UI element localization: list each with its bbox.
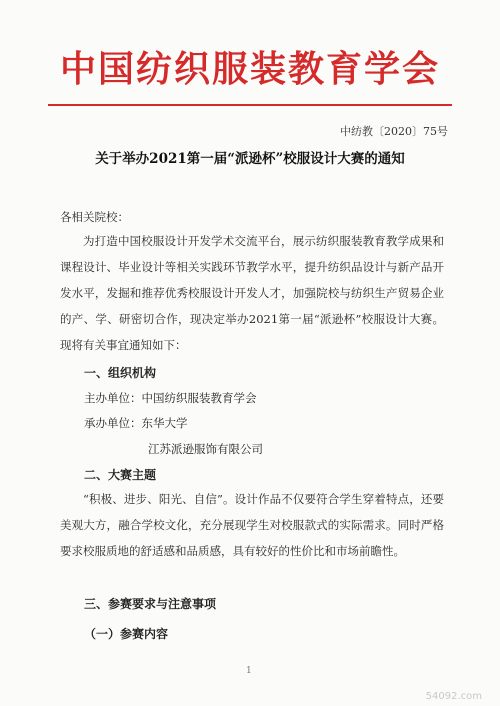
section-heading-organization: 一、组织机构 [84, 366, 157, 380]
site-watermark: 54092.com [425, 691, 482, 702]
organization-letterhead: 中国纺织服装教育学会 [59, 49, 440, 90]
theme-paragraph: “积极、进步、阳光、自信”。设计作品不仅要符合学生穿着特点，还要美观大方，融合学校文化，充分展现学生对校服款式的实际需求。同时严格要求校服质地的舒适感和品质感，具有较好的性价比和市场前瞻性。 [60, 492, 444, 558]
document-number: 中纺教〔2020〕75号 [340, 125, 448, 138]
section-heading-theme: 二、大赛主题 [84, 468, 157, 482]
organizer-unit: 承办单位：东华大学 [84, 416, 188, 430]
organizer-unit-2: 江苏派逊服饰有限公司 [148, 442, 263, 456]
notice-title: 关于举办2021第一届“派逊杯”校服设计大赛的通知 [95, 151, 405, 167]
intro-paragraph: 为打造中国校服设计开发学术交流平台，展示纺织服装教育教学成果和课程设计、毕业设计等相关实践环节教学水平，提升纺织品设计与新产品开发水平，发掘和推荐优秀校服设计开发人才，加强院校与纺织生产贸易企业的产、学、研密切合作，现决定举办2021第一届“派逊杯”校服设计大赛。现将有关事宜通知如下： [60, 234, 444, 352]
subsection-heading-content: （一）参赛内容 [84, 627, 169, 641]
section-heading-requirements: 三、参赛要求与注意事项 [84, 597, 217, 611]
host-unit: 主办单位：中国纺织服装教育学会 [84, 391, 257, 405]
salutation: 各相关院校： [60, 210, 129, 224]
page-number: 1 [246, 666, 252, 676]
letterhead-rule [48, 104, 452, 106]
